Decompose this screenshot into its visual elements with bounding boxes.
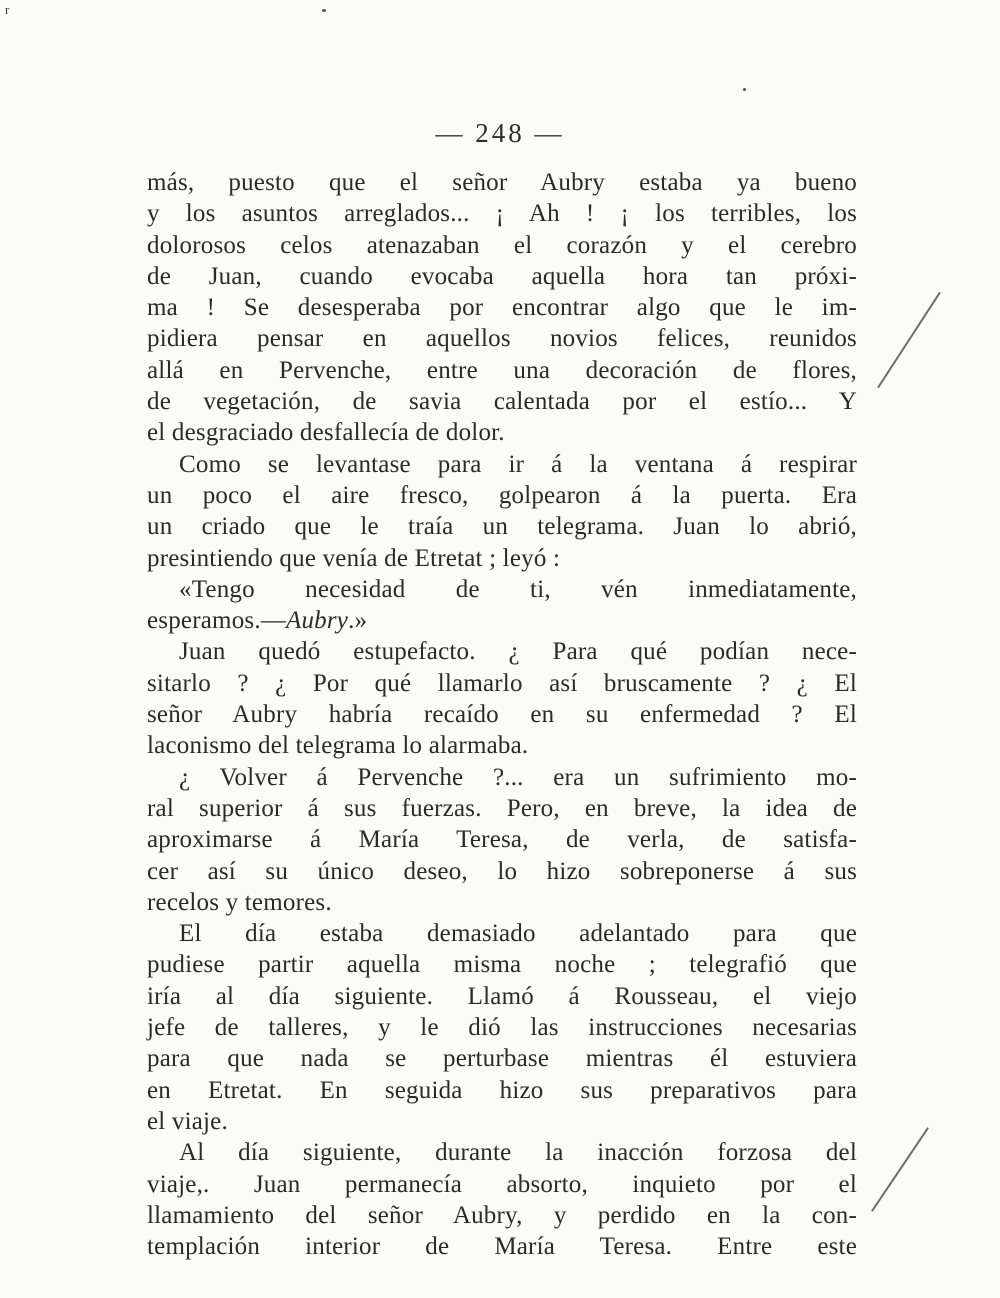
- paragraph: [147, 1137, 857, 1262]
- text-line: «Tengo necesidad de ti, vén inmediatamente,: [179, 575, 857, 603]
- text-line: pudiese partir aquella misma noche ; telegrafió que: [147, 951, 857, 979]
- text-line: el viaje.: [147, 1107, 228, 1135]
- paragraph: [147, 449, 857, 574]
- text-line: Al día siguiente, durante la inacción forzosa del: [179, 1139, 857, 1167]
- scan-scratch-mark: [877, 292, 941, 389]
- paragraph: [147, 574, 857, 637]
- text-line: Juan quedó estupefacto. ¿ Para qué podían nece-: [179, 638, 857, 666]
- text-line: iría al día siguiente. Llamó á Rousseau, el viejo: [147, 982, 857, 1010]
- text-line: pidiera pensar en aquellos novios felices, reunidos: [147, 325, 857, 353]
- scan-scratch-mark: [871, 1127, 929, 1212]
- text-block: [147, 167, 857, 1262]
- text-line: laconismo del telegrama lo alarmaba.: [147, 732, 529, 760]
- page-number: — 248 —: [435, 118, 565, 148]
- text-line: cer así su único deseo, lo hizo sobreponerse á sus: [147, 857, 857, 885]
- text-line: jefe de talleres, y le dió las instrucciones necesarias: [147, 1014, 857, 1042]
- text-line: ma ! Se desesperaba por encontrar algo que le im-: [147, 294, 857, 322]
- text-line: para que nada se perturbase mientras él estuviera: [147, 1045, 857, 1073]
- text-line: viaje,. Juan permanecía absorto, inquieto por el: [147, 1170, 857, 1198]
- text-line: allá en Pervenche, entre una decoración de flores,: [147, 356, 857, 384]
- text-line: sitarlo ? ¿ Por qué llamarlo así bruscamente ? ¿ El: [147, 669, 857, 697]
- text-line: ¿ Volver á Pervenche ?... era un sufrimiento mo-: [179, 763, 857, 791]
- text-line: Como se levantase para ir á la ventana á respirar: [179, 450, 857, 478]
- text-line: más, puesto que el señor Aubry estaba ya bueno: [147, 169, 857, 196]
- text-line: ral superior á sus fuerzas. Pero, en breve, la idea de: [147, 794, 857, 822]
- text-line: templación interior de María Teresa. Entre este: [147, 1233, 857, 1261]
- text-line: un criado que le traía un telegrama. Juan lo abrió,: [147, 513, 857, 541]
- paragraph: [147, 918, 857, 1137]
- text-line: un poco el aire fresco, golpearon á la puerta. Era: [147, 481, 857, 509]
- text-line: llamamiento del señor Aubry, y perdido en la con-: [147, 1201, 857, 1229]
- scan-corner-mark: r: [5, 2, 10, 17]
- text-line: el desgraciado desfallecía de dolor.: [147, 419, 505, 447]
- text-segment: .»: [348, 607, 368, 635]
- text-line: y los asuntos arreglados... ¡ Ah ! ¡ los terribles, los: [147, 200, 857, 228]
- text-line: señor Aubry habría recaído en su enfermedad ? El: [147, 701, 857, 729]
- scan-speck: [743, 88, 746, 91]
- scan-speck: [322, 9, 326, 12]
- text-line: aproximarse á María Teresa, de verla, de satisfa-: [147, 826, 857, 854]
- paragraph: [147, 167, 857, 449]
- text-line: de Juan, cuando evocaba aquella hora tan próxi-: [147, 262, 857, 290]
- text-segment: esperamos.—: [147, 607, 286, 635]
- text-line: recelos y temores.: [147, 888, 332, 916]
- paragraph: [147, 636, 857, 761]
- italic-text: Aubry: [285, 607, 349, 635]
- text-line: [147, 605, 857, 636]
- text-line: El día estaba demasiado adelantado para que: [179, 920, 857, 948]
- paragraph: [147, 762, 857, 918]
- text-line: dolorosos celos atenazaban el corazón y el cerebro: [147, 231, 857, 259]
- text-line: de vegetación, de savia calentada por el estío... Y: [147, 388, 857, 416]
- text-line: presintiendo que venía de Etretat ; leyó :: [147, 544, 561, 572]
- text-line: en Etretat. En seguida hizo sus preparativos para: [147, 1076, 857, 1104]
